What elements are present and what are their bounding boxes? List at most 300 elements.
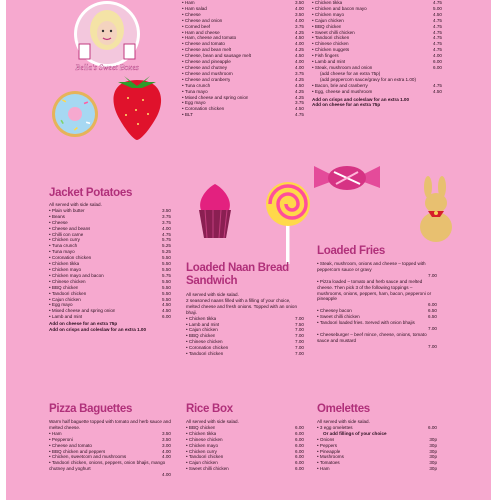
rice-item — [186, 466, 304, 472]
sandwich-item-name: • Fish fingers — [312, 53, 339, 59]
sandwich-item-price: 4.00 — [295, 64, 304, 70]
omelette-item-name: • Pineapple — [317, 448, 341, 454]
omelette-base-name: 3 egg omelettes — [319, 424, 353, 430]
sandwich-item-name: • Tuna crunch — [182, 82, 211, 88]
sandwich-item-price: 4.25 — [295, 88, 304, 94]
rice-item-price: 6.00 — [295, 442, 304, 448]
menu-page — [6, 0, 491, 500]
sandwich-item-label: Fish fingers — [314, 53, 339, 59]
omelette-item-label: Peppers — [319, 442, 338, 448]
pizza-price-last-row — [49, 472, 171, 478]
naan-item-name: • Chicken tikka — [186, 315, 217, 321]
jacket-item-label: BBQ chicken — [51, 284, 79, 290]
sandwich-item-price: 4.25 — [295, 29, 304, 35]
pizza-item-label: Ham — [51, 430, 62, 436]
sandwich-item-label: Cheese and tomato — [184, 41, 225, 47]
sandwich-item-price: 4.00 — [295, 5, 304, 11]
sandwich-item-label: Coronation chicken — [184, 106, 225, 112]
sandwich-item-label: Ham, cheese and tomato — [184, 35, 237, 41]
naan-item-price: 7.00 — [295, 345, 304, 351]
jacket-item-name: • Cajun chicken — [49, 296, 81, 302]
naan-heading-line2: Sandwich — [186, 275, 238, 287]
pizza-item-last: • Tandoori chicken, onions, peppers, onion bhajis, mango chutney and yoghurt — [49, 460, 166, 472]
rice-box-list — [186, 419, 304, 472]
fries-item-name: • Sweet chilli chicken — [317, 314, 360, 320]
rice-item-name: • Chinese chicken — [186, 436, 223, 442]
fries-item-1: • Steak, mushroom, onions and cheese – topped with peppercorn sauce or gravy — [317, 261, 426, 272]
sandwich-item-label: Cheese and mushroom — [184, 70, 233, 76]
sandwich-item-label: Sweet chilli chicken — [314, 29, 355, 35]
sandwich-item-name: • Cheese and cranberry — [182, 76, 231, 82]
jacket-item-label: Chicken mayo — [51, 266, 81, 272]
cheese-note: Add on cheese for an extra 75p — [312, 102, 381, 108]
sandwich-item-label: Cheese — [184, 11, 201, 17]
sandwich-item-name: • Chicken tikka — [312, 0, 343, 5]
chocolate-bunny-illustration — [414, 175, 458, 248]
naan-item-label: Chicken tikka — [188, 315, 217, 321]
strawberry-illustration — [98, 60, 176, 149]
sandwich-item-price: 4.75 — [433, 29, 442, 35]
jacket-item-label: Cheese — [51, 219, 68, 225]
jacket-item-name: • Chicken mayo and bacon — [49, 272, 104, 278]
sandwich-item-price: 4.75 — [433, 0, 442, 5]
rice-item-name: • Cajun chicken — [186, 460, 218, 466]
sandwich-item-label: Tuna crunch — [184, 82, 211, 88]
pizza-item-price: 4.00 — [162, 448, 171, 454]
fries-item-2: • Pizza loaded – tomato and herb sauce and melted cheese. Then pick 3 of the following toppings – mushrooms, onions, peppers, ham, bacon, pepperoni or pineapple — [317, 278, 432, 302]
sandwich-item-name: • Chinese chicken — [312, 41, 349, 47]
jacket-item-price: 5.50 — [162, 296, 171, 302]
sandwich-item-label: Cheese, bean and sausage melt — [184, 53, 252, 59]
pizza-item-label: Chicken, sweetcorn and mushrooms — [51, 454, 127, 460]
fries-price-6-row — [317, 344, 437, 350]
sandwich-item-label: Egg mayo — [184, 100, 206, 106]
sandwich-item-price: 4.75 — [433, 23, 442, 29]
jacket-item-label: Mixed cheese and spring onion — [51, 308, 116, 314]
sandwich-item-label: Ham — [184, 0, 195, 5]
sandwich-item-label: BLT — [184, 112, 193, 118]
fries-price-2: 6.00 — [428, 302, 437, 308]
pizza-item-label: Pepperoni — [51, 436, 73, 442]
rice-item-label: Chinese chicken — [188, 436, 223, 442]
donut-illustration — [44, 88, 106, 145]
cupcake-illustration — [193, 180, 237, 249]
jacket-item-price: 5.25 — [162, 243, 171, 249]
sandwich-item-price: 4.75 — [295, 112, 304, 118]
sandwich-item-label: Chicken and bacon mayo — [314, 5, 367, 11]
jacket-item-price: 3.75 — [162, 213, 171, 219]
naan-item-price: 7.00 — [295, 339, 304, 345]
sandwich-item-name: • Sweet chilli chicken — [312, 29, 355, 35]
sandwich-item-price: 4.50 — [295, 53, 304, 59]
naan-item — [186, 351, 304, 357]
sandwich-item-name: • Tuna mayo — [182, 88, 208, 94]
fries-item-price: 6.50 — [428, 308, 437, 314]
jacket-item-price: 5.50 — [162, 290, 171, 296]
jacket-item-label: Beans — [51, 213, 65, 219]
jacket-item-name: • Chinese chicken — [49, 278, 86, 284]
omelette-item-price: 30p — [429, 460, 437, 466]
sandwich-item-label: Cheese and onion — [184, 17, 223, 23]
rice-item-label: Chicken tikka — [188, 430, 217, 436]
rice-box-heading: Rice Box — [186, 403, 233, 415]
jacket-item-name: • Mixed cheese and spring onion — [49, 308, 116, 314]
naan-item-name: • Cajun chicken — [186, 327, 218, 333]
jacket-item-label: Chilli con carne — [51, 231, 84, 237]
fries-item-2-text: Pizza loaded – tomato and herb sauce and melted cheese. Then pick 3 of the following toppings – mushrooms, onions, peppers, ham, bacon, pepperoni or pineapple — [317, 278, 432, 302]
naan-item-name: • Tandoori chicken — [186, 351, 224, 357]
sandwich-item-label: Egg, cheese and mushroom — [314, 88, 373, 94]
sandwich-item-price: 4.00 — [295, 59, 304, 65]
jacket-item-price: 5.50 — [162, 266, 171, 272]
sandwich-item-price: 4.75 — [433, 47, 442, 53]
pizza-item-name: • Pepperoni — [49, 436, 73, 442]
fries-item-6-text: Cheeseburger – beef mince, cheese, onions, tomato sauce and mustard — [317, 331, 427, 343]
sandwich-item-name: • Lamb and mint — [312, 59, 346, 65]
sandwich-item-price: 4.75 — [433, 82, 442, 88]
naan-item-label: Lamb and mint — [188, 321, 220, 327]
sandwich-item-name: • Mixed cheese and spring onion — [182, 94, 249, 100]
sandwich-item-name: • BBQ chicken — [312, 23, 342, 29]
jacket-item-name: • Tuna crunch — [49, 243, 78, 249]
sandwich-item-label: Cheese and chutney — [184, 64, 228, 70]
sandwich-item — [182, 112, 304, 118]
jacket-item-price: 5.50 — [162, 255, 171, 261]
jacket-item-name: • Lamb and mint — [49, 314, 83, 320]
sandwich-item-name: • Cajun chicken — [312, 17, 344, 23]
sandwich-item-price: 4.50 — [295, 106, 304, 112]
svg-text:Bella's Sweet Boxes: Bella's Sweet Boxes — [75, 63, 139, 72]
jacket-item-name: • BBQ chicken — [49, 284, 79, 290]
sandwich-item-label: Cheese and bean melt — [184, 47, 232, 53]
sandwich-item-name: • Cheese and mushroom — [182, 70, 233, 76]
wrapped-sweet-illustration — [312, 160, 382, 199]
fries-item-price: 6.50 — [428, 314, 437, 320]
sandwich-item-price: 4.50 — [433, 11, 442, 17]
jacket-item — [49, 314, 171, 320]
sandwich-item-name: • Cheese — [182, 11, 201, 17]
jacket-item-label: Tandoori chicken — [51, 290, 87, 296]
omelette-item-name: • Peppers — [317, 442, 338, 448]
rice-item-name: • Sweet chilli chicken — [186, 466, 229, 472]
pizza-price-last: 4.00 — [162, 472, 171, 478]
pizza-item-price: 3.50 — [162, 430, 171, 436]
sandwich-item-name: • Ham, cheese and tomato — [182, 35, 237, 41]
fries-item-5-text: Tandoori loaded fries. Served with onion bhajis — [319, 320, 415, 326]
lollipop-illustration — [261, 178, 315, 271]
jacket-item-label: Chicken tikka — [51, 261, 80, 267]
sandwich-item-label: Chicken tikka — [314, 0, 343, 5]
cheese-extra-note: (add cheese for an extra 75p) — [320, 70, 381, 76]
jacket-item-label: Cheese and beans — [51, 225, 91, 231]
fries-item-label: Sweet chilli chicken — [319, 314, 360, 320]
sandwich-list-1 — [182, 0, 304, 118]
jacket-item-label: Cajun chicken — [51, 296, 81, 302]
sandwich-item-price: 6.00 — [433, 59, 442, 65]
jacket-item-price: 4.00 — [162, 225, 171, 231]
jacket-item-label: Tuna crunch — [51, 243, 78, 249]
pizza-baguettes-heading: Pizza Baguettes — [49, 403, 133, 415]
jacket-item-name: • Cheese and beans — [49, 225, 91, 231]
sandwich-item — [312, 89, 442, 95]
rice-item-label: BBQ chicken — [188, 424, 216, 430]
sandwich-item-name: • Tandoori chicken — [312, 35, 350, 41]
jacket-item-name: • Chicken curry — [49, 237, 80, 243]
sandwich-item-price: 4.75 — [433, 41, 442, 47]
omelette-item-label: Onions — [319, 436, 335, 442]
jacket-item-label: Egg mayo — [51, 302, 73, 308]
jacket-item-price: 4.50 — [162, 302, 171, 308]
sandwich-item-name: • Cheese and pineapple — [182, 59, 231, 65]
sandwich-item-name: • Cheese and bean melt — [182, 47, 232, 53]
jacket-item-name: • Egg mayo — [49, 302, 73, 308]
sandwich-item-name: • Ham salad — [182, 5, 207, 11]
rice-item-label: Tandoori chicken — [188, 454, 224, 460]
naan-item-name: • Lamb and mint — [186, 321, 220, 327]
pizza-desc: Warm half baguette topped with tomato and herb sauce and melted cheese. — [49, 419, 171, 430]
rice-item-price: 6.00 — [295, 430, 304, 436]
jacket-item-label: Chinese chicken — [51, 278, 86, 284]
jacket-item-name: • Beans — [49, 213, 65, 219]
jacket-item-name: • Coronation chicken — [49, 255, 92, 261]
rice-item-name: • Chicken curry — [186, 448, 217, 454]
naan-item-price: 7.00 — [295, 333, 304, 339]
omelette-item-price: 30p — [429, 466, 437, 472]
rice-item-price: 6.00 — [295, 448, 304, 454]
rice-item-price: 6.00 — [295, 460, 304, 466]
sandwich-item-price: 4.50 — [433, 88, 442, 94]
fries-item-1-text: Steak, mushroom, onions and cheese – topped with peppercorn sauce or gravy — [317, 261, 426, 272]
naan-item-label: Tandoori chicken — [188, 351, 224, 357]
sandwich-item-name: • Corned beef — [182, 23, 211, 29]
fries-item-label: Cheesey bacon — [319, 308, 352, 314]
pizza-item-label: BBQ chicken and peppers — [51, 448, 106, 454]
jacket-potatoes-heading: Jacket Potatoes — [49, 187, 133, 199]
rice-item-price: 6.00 — [295, 454, 304, 460]
sandwich-item-name: • BLT — [182, 112, 193, 118]
sandwich-item-name: • Steak, mushroom and onion — [312, 64, 373, 70]
pizza-baguettes-list — [49, 419, 171, 478]
pizza-item-label: Cheese and tomato — [51, 442, 92, 448]
sandwich-item-label: Mixed cheese and spring onion — [184, 94, 249, 100]
jacket-item-name: • Chicken tikka — [49, 261, 80, 267]
omelette-item-label: Pineapple — [319, 448, 341, 454]
sauce-extra-note: (add peppercorn sauce/gravy for an extra 1.00) — [320, 76, 417, 82]
pizza-item-last-text: Tandoori chicken, onions, peppers, onion bhajis, mango chutney and yoghurt — [49, 460, 166, 472]
naan-desc2: 2 seasoned naans filled with a filling of your choice, melted cheese and fresh onions. Topped with an onion bhaji. — [186, 297, 298, 315]
sandwich-item-label: Lamb and mint — [314, 59, 346, 65]
rice-item-label: Chicken curry — [188, 448, 217, 454]
sandwich-list-2 — [312, 0, 442, 108]
omelette-item-price: 30p — [429, 436, 437, 442]
sandwich-item-label: Tandoori chicken — [314, 35, 350, 41]
naan-item-name: • Coronation chicken — [186, 345, 229, 351]
sandwich-item-price: 4.25 — [295, 47, 304, 53]
crisps-coleslaw-note: Add on crisps and coleslaw for an extra 1.00 — [312, 96, 410, 102]
rice-item-name: • BBQ chicken — [186, 424, 216, 430]
omelette-desc: All served with side salad. — [317, 419, 370, 424]
omelette-item-name: • Mushrooms — [317, 454, 344, 460]
jacket-item-price: 6.00 — [162, 314, 171, 320]
sandwich-item-price: 3.50 — [295, 0, 304, 5]
rice-item-price: 6.00 — [295, 466, 304, 472]
sandwich-item-label: Chicken mayo — [314, 11, 344, 17]
sandwich-item-price: 4.25 — [295, 94, 304, 100]
loaded-fries-heading: Loaded Fries — [317, 245, 385, 257]
sandwich-item-name: • Bacon, brie and cranberry — [312, 82, 368, 88]
sandwich-item-name: • Cheese, bean and sausage melt — [182, 53, 252, 59]
pizza-item-price: 3.00 — [162, 442, 171, 448]
jacket-item-name: • Cheese — [49, 219, 68, 225]
omelettes-heading: Omelettes — [317, 403, 370, 415]
loaded-fries-list — [317, 261, 437, 350]
jacket-item-price: 5.50 — [162, 284, 171, 290]
sandwich-item-label: BBQ chicken — [314, 23, 342, 29]
jacket-item-price: 5.75 — [162, 237, 171, 243]
sandwich-item-price: 4.50 — [295, 82, 304, 88]
pizza-item-name: • Ham — [49, 430, 62, 436]
sandwich-item-price: 4.00 — [433, 53, 442, 59]
jacket-item-label: Chicken curry — [51, 237, 80, 243]
jacket-item-price: 4.50 — [162, 308, 171, 314]
pizza-item-name: • Cheese and tomato — [49, 442, 92, 448]
jacket-item-price: 4.75 — [162, 231, 171, 237]
sandwich-item-label: Cajun chicken — [314, 17, 344, 23]
sandwich-item-label: Tuna mayo — [184, 88, 208, 94]
omelette-base-row: • 3 egg omelettes 6.00 — [317, 424, 437, 430]
sandwich-item-label: Ham and cheese — [184, 29, 220, 35]
fries-item-6: • Cheeseburger – beef mince, cheese, onions, tomato sauce and mustard — [317, 331, 427, 343]
fries-item-name: • Cheesey bacon — [317, 308, 352, 314]
omelette-item-price: 30p — [429, 454, 437, 460]
naan-item-price: 7.00 — [295, 315, 304, 321]
sandwich-item-name: • Chicken and bacon mayo — [312, 5, 367, 11]
naan-item-name: • BBQ chicken — [186, 333, 216, 339]
omelettes-list — [317, 419, 437, 472]
sandwich-item-price: 4.75 — [433, 17, 442, 23]
sandwich-item-price: 4.75 — [433, 35, 442, 41]
omelette-item-label: Ham — [319, 466, 330, 472]
jacket-item-label: Chicken mayo and bacon — [51, 272, 104, 278]
jacket-item-name: • Tandoori chicken — [49, 290, 87, 296]
rice-item-label: Cajun chicken — [188, 460, 218, 466]
jacket-item-label: Plain with butter — [51, 207, 85, 213]
sandwich-item-price: 3.75 — [295, 70, 304, 76]
rice-item-label: Sweet chilli chicken — [188, 466, 229, 472]
fries-item-5: • Tandoori loaded fries. Served with onion bhajis — [317, 320, 415, 326]
naan-item-price: 7.00 — [295, 327, 304, 333]
fries-price-5: 7.00 — [428, 325, 437, 331]
omelette-item-name: • Ham — [317, 466, 330, 472]
omelette-item-label: Mushrooms — [319, 454, 344, 460]
omelette-item-price: 30p — [429, 442, 437, 448]
rice-item-name: • Tandoori chicken — [186, 454, 224, 460]
omelette-item-name: • Onions — [317, 436, 335, 442]
pizza-item-name: • Chicken, sweetcorn and mushrooms — [49, 454, 127, 460]
fries-price-1: 7.00 — [428, 272, 437, 278]
sandwich-item-label: Chicken nuggets — [314, 47, 350, 53]
sandwich-item-price: 3.75 — [295, 23, 304, 29]
naan-item-label: Cajun chicken — [188, 327, 218, 333]
rice-item-price: 6.00 — [295, 424, 304, 430]
sandwich-item-name: • Egg mayo — [182, 100, 206, 106]
naan-item-price: 7.50 — [295, 321, 304, 327]
pizza-item-name: • BBQ chicken and peppers — [49, 448, 106, 454]
sandwich-item-label: Chinese chicken — [314, 41, 349, 47]
jacket-item-price: 3.50 — [162, 207, 171, 213]
jacket-cheese-note: Add on cheese for an extra 75p — [49, 321, 118, 327]
omelette-item-name: • Tomatoes — [317, 460, 340, 466]
naan-item-name: • Chinese chicken — [186, 339, 223, 345]
jacket-item-price: 5.50 — [162, 278, 171, 284]
omelette-item — [317, 466, 437, 472]
sandwich-item-name: • Egg, cheese and mushroom — [312, 88, 373, 94]
rice-item-name: • Chicken tikka — [186, 430, 217, 436]
jacket-desc: All served with side salad. — [49, 202, 102, 207]
jacket-item-price: 5.75 — [162, 272, 171, 278]
sandwich-item-label: Bacon, brie and cranberry — [314, 82, 368, 88]
sandwich-item-name: • Chicken mayo — [312, 11, 344, 17]
jacket-item-name: • Chicken mayo — [49, 266, 81, 272]
jacket-crisps-note: Add on crisps and coleslaw for an extra 1.00 — [49, 327, 147, 333]
naan-desc1: All served with side salad. — [186, 292, 239, 297]
naan-item-price: 7.00 — [295, 351, 304, 357]
sandwich-item-price: 3.75 — [295, 100, 304, 106]
sandwich-item-label: Corned beef — [184, 23, 211, 29]
sandwich-item-label: Ham salad — [184, 5, 207, 11]
rice-item-label: Chicken mayo — [188, 442, 218, 448]
omelette-fillings-note: Or add fillings of your choice — [323, 430, 387, 436]
omelette-item-price: 30p — [429, 448, 437, 454]
omelette-base-price: 6.00 — [428, 424, 437, 430]
sandwich-item-name: • Ham and cheese — [182, 29, 220, 35]
jacket-potatoes-list — [49, 202, 171, 333]
sandwich-item-label: Cheese and pineapple — [184, 59, 231, 65]
jacket-item-price: 3.75 — [162, 219, 171, 225]
sandwich-item-name: • Coronation chicken — [182, 106, 225, 112]
jacket-item-label: Tuna mayo — [51, 249, 75, 255]
sandwich-item-label: Steak, mushroom and onion — [314, 64, 373, 70]
sandwich-item-price: 4.00 — [295, 41, 304, 47]
sandwich-item-name: • Chicken nuggets — [312, 47, 350, 53]
sandwich-item-name: • Cheese and chutney — [182, 64, 228, 70]
naan-item-label: Coronation chicken — [188, 345, 229, 351]
rice-item-name: • Chicken mayo — [186, 442, 218, 448]
rice-desc: All served with side salad. — [186, 419, 239, 424]
naan-list — [186, 292, 304, 357]
sandwich-item-name: • Cheese and tomato — [182, 41, 225, 47]
jacket-item-label: Lamb and mint — [51, 314, 83, 320]
jacket-item-name: • Plain with butter — [49, 207, 85, 213]
sandwich-item-label: Cheese and cranberry — [184, 76, 231, 82]
sandwich-item-name: • Ham — [182, 0, 195, 5]
naan-item-label: Chinese chicken — [188, 339, 223, 345]
sandwich-item-price: 4.00 — [295, 17, 304, 23]
sandwich-item-price: 5.00 — [433, 5, 442, 11]
jacket-item-label: Coronation chicken — [51, 255, 92, 261]
sandwich-item-name: • Cheese and onion — [182, 17, 223, 23]
jacket-item-name: • Chilli con carne — [49, 231, 84, 237]
fries-price-6: 7.00 — [428, 343, 437, 349]
sandwich-item-price: 4.25 — [295, 76, 304, 82]
naan-heading-line1: Loaded Naan Bread — [186, 262, 289, 274]
jacket-item-price: 5.25 — [162, 249, 171, 255]
rice-item-price: 6.00 — [295, 436, 304, 442]
naan-item-label: BBQ chicken — [188, 333, 216, 339]
jacket-item-name: • Tuna mayo — [49, 249, 75, 255]
pizza-item-price: 4.00 — [162, 454, 171, 460]
sandwich-item-price: 6.00 — [433, 64, 442, 70]
